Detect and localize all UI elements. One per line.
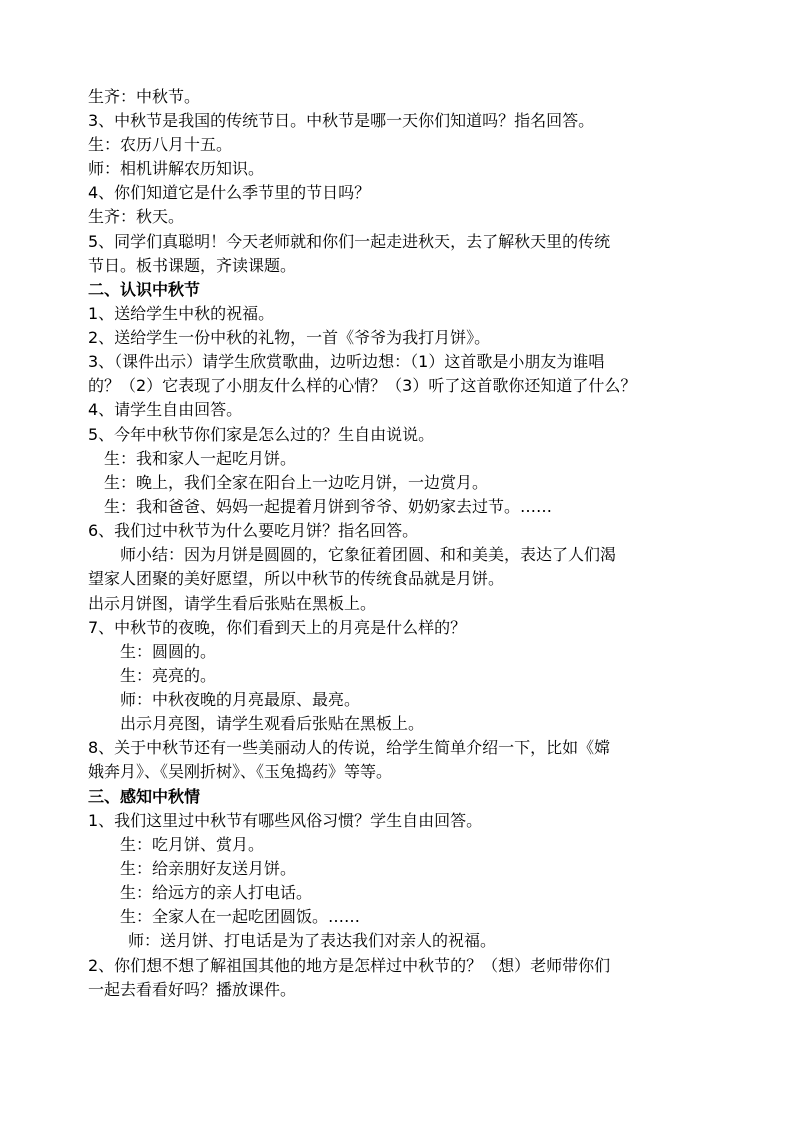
section-heading-3: 三、感知中秋情 xyxy=(88,787,201,806)
text-line: 7、中秋节的夜晚，你们看到天上的月亮是什么样的？ xyxy=(88,618,467,637)
text-line: 生：全家人在一起吃团圆饭。…… xyxy=(120,907,361,926)
text-line: 生：我和家人一起吃月饼。 xyxy=(104,449,297,468)
text-line: 师：送月饼、打电话是为了表达我们对亲人的祝福。 xyxy=(128,931,497,950)
text-line: 望家人团聚的美好愿望，所以中秋节的传统食品就是月饼。 xyxy=(88,569,505,588)
text-line: 娥奔月》、《吴刚折树》、《玉兔捣药》等等。 xyxy=(88,762,393,781)
text-line: 生：给远方的亲人打电话。 xyxy=(120,883,313,902)
text-line: 1、我们这里过中秋节有哪些风俗习惯？学生自由回答。 xyxy=(88,811,483,830)
text-line: 生：圆圆的。 xyxy=(120,642,217,661)
text-line: 生：亮亮的。 xyxy=(120,666,217,685)
text-line: 生：晚上，我们全家在阳台上一边吃月饼，一边赏月。 xyxy=(104,473,489,492)
text-line: 生齐：中秋节。 xyxy=(88,87,201,106)
text-line: 5、同学们真聪明！今天老师就和你们一起走进秋天，去了解秋天里的传统 xyxy=(88,232,611,251)
section-heading-2: 二、认识中秋节 xyxy=(88,280,201,299)
text-line: 一起去看看好吗？播放课件。 xyxy=(88,980,297,999)
text-line: 5、今年中秋节你们家是怎么过的？生自由说说。 xyxy=(88,425,435,444)
text-line: 1、送给学生中秋的祝福。 xyxy=(88,304,275,323)
text-line: 出示月亮图，请学生观看后张贴在黑板上。 xyxy=(120,714,425,733)
text-line: 2、送给学生一份中秋的礼物，一首《爷爷为我打月饼》。 xyxy=(88,328,491,347)
text-line: 8、关于中秋节还有一些美丽动人的传说，给学生简单介绍一下，比如《嫦 xyxy=(88,738,611,757)
text-line: 4、你们知道它是什么季节里的节日吗？ xyxy=(88,183,371,202)
text-line: 师：相机讲解农历知识。 xyxy=(88,159,265,178)
text-line: 的？（2）它表现了小朋友什么样的心情？（3）听了这首歌你还知道了什么？ xyxy=(88,376,637,395)
text-line: 生：我和爸爸、妈妈一起提着月饼到爷爷、奶奶家去过节。…… xyxy=(104,497,553,516)
text-line: 节日。板书课题，齐读课题。 xyxy=(88,256,297,275)
text-line: 师：中秋夜晚的月亮最原、最亮。 xyxy=(120,690,361,709)
text-line: 生齐：秋天。 xyxy=(88,207,185,226)
text-line: 2、你们想不想了解祖国其他的地方是怎样过中秋节的？（想）老师带你们 xyxy=(88,956,611,975)
text-line: 生：吃月饼、赏月。 xyxy=(120,835,265,854)
text-line: 3、（课件出示）请学生欣赏歌曲，边听边想：（1）这首歌是小朋友为谁唱 xyxy=(88,352,605,371)
text-line: 3、中秋节是我国的传统节日。中秋节是哪一天你们知道吗？指名回答。 xyxy=(88,111,595,130)
text-line: 4、请学生自由回答。 xyxy=(88,400,243,419)
text-line: 生：给亲朋好友送月饼。 xyxy=(120,859,297,878)
text-line: 师小结：因为月饼是圆圆的，它象征着团圆、和和美美，表达了人们渴 xyxy=(120,545,617,564)
text-line: 6、我们过中秋节为什么要吃月饼？指名回答。 xyxy=(88,521,419,540)
text-line: 生：农历八月十五。 xyxy=(88,135,233,154)
text-line: 出示月饼图，请学生看后张贴在黑板上。 xyxy=(88,594,377,613)
